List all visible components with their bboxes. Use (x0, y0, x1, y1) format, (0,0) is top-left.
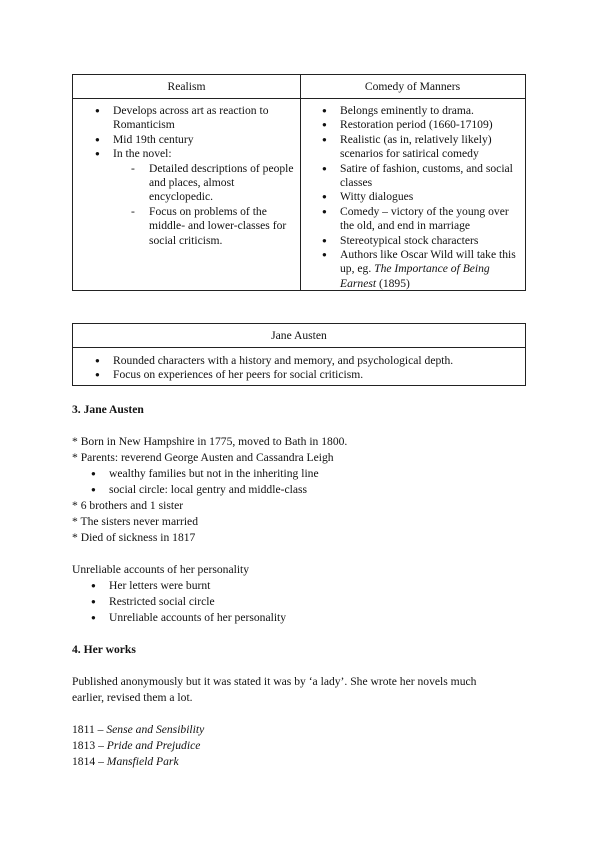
list-item: ● Witty dialogues (314, 190, 524, 204)
realism-cell (87, 104, 299, 248)
work-entry (72, 722, 204, 738)
list-item: ● Mid 19th century (87, 133, 299, 147)
list-item: ● Her letters were burnt (72, 578, 512, 594)
play-title: The Importance of Being Earnest (340, 262, 490, 290)
work-year: 1813 – (72, 739, 107, 752)
text-line: * Born in New Hampshire in 1775, moved to Bath in 1800. (72, 435, 348, 448)
list-item: ● Satire of fashion, customs, and social classes (314, 162, 524, 191)
text-line: Unreliable accounts of her personality (72, 563, 250, 576)
list-item (87, 147, 299, 248)
list-item: ● Realistic (as in, relatively likely) scenarios for satirical comedy (314, 133, 524, 162)
work-entry (72, 754, 179, 770)
work-title: Pride and Prejudice (106, 739, 201, 752)
list-item: ● wealthy families but not in the inheriting line (72, 466, 512, 482)
list-item: ● Comedy – victory of the young over the old, and end in marriage (314, 205, 524, 234)
list-item: ● Rounded characters with a history and memory, and psychological depth. (87, 354, 523, 368)
jane-austen-header: Jane Austen (73, 324, 525, 348)
text-line: earlier, revised them a lot. (72, 691, 193, 704)
list-item-text: (1895) (376, 276, 410, 290)
work-year: 1811 – (72, 723, 107, 736)
text-line: * 6 brothers and 1 sister (72, 499, 184, 512)
list-item: ● Belongs eminently to drama. (314, 104, 524, 118)
realism-header: Realism (73, 75, 300, 99)
section-4-heading: 4. Her works (72, 643, 136, 656)
realism-comedy-table (72, 74, 526, 291)
text-line: * Died of sickness in 1817 (72, 531, 196, 544)
work-entry (72, 738, 200, 754)
section-3-heading: 3. Jane Austen (72, 403, 144, 416)
list-item: ● Unreliable accounts of her personality (72, 610, 512, 626)
table-divider (300, 75, 301, 290)
list-item (314, 248, 524, 291)
list-item: ● Focus on experiences of her peers for social criticism. (87, 368, 523, 382)
comedy-header: Comedy of Manners (300, 75, 525, 99)
list-item: ● Restoration period (1660-17109) (314, 118, 524, 132)
parents-sublist (72, 466, 512, 498)
work-title: Sense and Sensibility (106, 723, 205, 736)
text-line: Published anonymously but it was stated it was by ‘a lady’. She wrote her novels much (72, 675, 477, 688)
list-item: ● Restricted social circle (72, 594, 512, 610)
list-item-text: Authors like Oscar Wild will take this up, eg. (340, 248, 516, 276)
list-item: ● Stereotypical stock characters (314, 234, 524, 248)
work-year: 1814 – (72, 755, 107, 768)
sub-list-item: - Detailed descriptions of people and places, almost encyclopedic. (113, 162, 299, 205)
jane-austen-table (72, 323, 526, 386)
list-item: ● social circle: local gentry and middle-class (72, 482, 512, 498)
jane-austen-cell (87, 354, 523, 383)
list-item-text: In the novel: (113, 147, 172, 161)
text-line: * The sisters never married (72, 515, 198, 528)
unreliable-list (72, 578, 512, 626)
text-line: * Parents: reverend George Austen and Cassandra Leigh (72, 451, 334, 464)
list-item: ● Develops across art as reaction to Romanticism (87, 104, 299, 133)
sub-list-item: - Focus on problems of the middle- and lower-classes for social criticism. (113, 205, 299, 248)
work-title: Mansfield Park (106, 755, 179, 768)
comedy-cell (314, 104, 524, 291)
